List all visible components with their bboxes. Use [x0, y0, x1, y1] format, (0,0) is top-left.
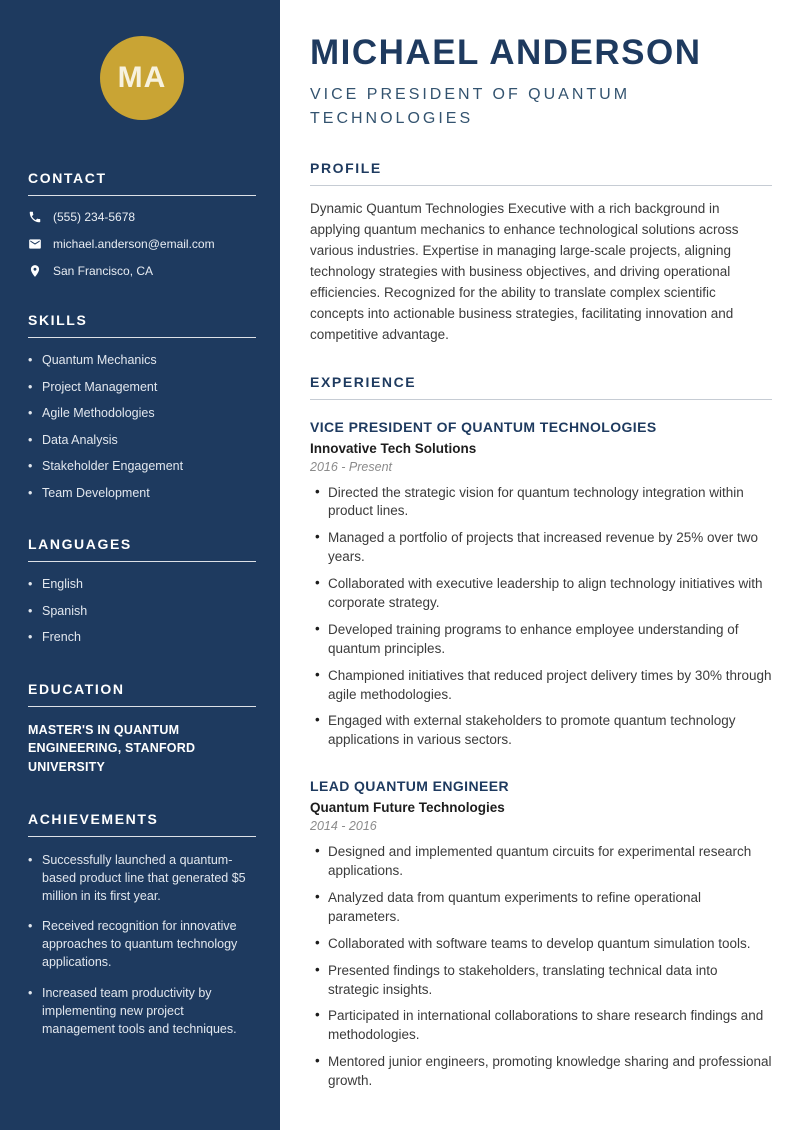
phone-icon [28, 210, 42, 224]
avatar [100, 36, 184, 120]
job-bullet: • Collaborated with software teams to develop quantum simulation tools. [310, 935, 772, 954]
contact-section [28, 170, 256, 278]
contact-email-text: michael.anderson@email.com [53, 237, 215, 251]
skills-list [28, 352, 256, 502]
achievement-item: • Successfully launched a quantum-based product line that generated $5 million in its first year. [28, 851, 256, 905]
job-bullet: • Designed and implemented quantum circuits for experimental research applications. [310, 843, 772, 881]
achievements-list [28, 851, 256, 1038]
profile-heading: PROFILE [310, 160, 772, 186]
job-bullet-list [310, 484, 772, 751]
location-icon [28, 264, 42, 278]
main-content [280, 0, 800, 1130]
job-bullet: • Participated in international collaborations to share research findings and methodologies. [310, 1007, 772, 1045]
education-heading: EDUCATION [28, 681, 256, 707]
education-text: MASTER'S IN QUANTUM ENGINEERING, STANFORD UNIVERSITY [28, 722, 196, 774]
languages-heading: LANGUAGES [28, 536, 256, 562]
email-icon [28, 237, 42, 251]
achievements-heading: ACHIEVEMENTS [28, 811, 256, 837]
job-title: LEAD QUANTUM ENGINEER [310, 778, 509, 795]
job-company: Quantum Future Technologies [310, 800, 505, 816]
profile-section [310, 160, 772, 345]
languages-list [28, 576, 256, 647]
achievement-item: • Increased team productivity by implementing new project management tools and techniques. [28, 984, 256, 1038]
skill-item: • Data Analysis [28, 432, 256, 450]
achievement-item: • Received recognition for innovative approaches to quantum technology applications. [28, 917, 256, 971]
job-dates: 2016 - Present [310, 459, 392, 474]
contact-heading: CONTACT [28, 170, 256, 196]
language-item: • English [28, 576, 256, 594]
job-dates: 2014 - 2016 [310, 819, 377, 834]
job-bullet: • Collaborated with executive leadership to align technology initiatives with corporate strategy. [310, 575, 772, 613]
job-bullet: • Presented findings to stakeholders, translating technical data into strategic insights. [310, 962, 772, 1000]
skill-item: • Stakeholder Engagement [28, 458, 256, 476]
skill-item: • Project Management [28, 379, 256, 397]
achievements-section [28, 811, 256, 1038]
contact-phone-row [28, 210, 256, 224]
job-bullet: • Engaged with external stakeholders to promote quantum technology applications in various sectors. [310, 712, 772, 750]
job-bullet: • Developed training programs to enhance employee understanding of quantum principles. [310, 621, 772, 659]
job-title: VICE PRESIDENT OF QUANTUM TECHNOLOGIES [310, 418, 657, 435]
avatar-initials: MA [117, 61, 167, 94]
contact-location-text: San Francisco, CA [53, 264, 154, 278]
skill-item: • Quantum Mechanics [28, 352, 256, 370]
candidate-name: MICHAEL ANDERSON [310, 33, 702, 72]
contact-email-row [28, 237, 256, 251]
candidate-title: VICE PRESIDENT OF QUANTUM TECHNOLOGIES [310, 85, 631, 128]
job-bullet-list [310, 843, 772, 1091]
job-company: Innovative Tech Solutions [310, 440, 477, 456]
languages-section [28, 536, 256, 647]
contact-phone-text: (555) 234-5678 [53, 210, 136, 224]
language-item: • Spanish [28, 603, 256, 621]
job-bullet: • Mentored junior engineers, promoting knowledge sharing and professional growth. [310, 1053, 772, 1091]
education-section [28, 681, 256, 777]
experience-heading: EXPERIENCE [310, 374, 772, 400]
job-entry [310, 778, 772, 1091]
sidebar [0, 0, 280, 1130]
contact-location-row [28, 264, 256, 278]
job-bullet: • Championed initiatives that reduced project delivery times by 30% through agile methodologies. [310, 667, 772, 705]
profile-text: Dynamic Quantum Technologies Executive with a rich background in applying quantum mechanics to enhance technological solutions across various industries. Expertise in managing large-scale projects, aligning technology strategies with business objectives, and driving operational efficiencies. Recognized for the ability to translate complex scientific concepts into actionable business strategies, facilitating innovation and competitive advantage. [310, 201, 739, 342]
job-bullet: • Directed the strategic vision for quantum technology integration within product lines. [310, 484, 772, 522]
experience-section [310, 374, 772, 1091]
job-bullet: • Managed a portfolio of projects that increased revenue by 25% over two years. [310, 529, 772, 567]
skill-item: • Team Development [28, 485, 256, 503]
language-item: • French [28, 629, 256, 647]
job-entry [310, 419, 772, 751]
skills-section [28, 312, 256, 502]
job-bullet: • Analyzed data from quantum experiments to refine operational parameters. [310, 889, 772, 927]
skill-item: • Agile Methodologies [28, 405, 256, 423]
skills-heading: SKILLS [28, 312, 256, 338]
